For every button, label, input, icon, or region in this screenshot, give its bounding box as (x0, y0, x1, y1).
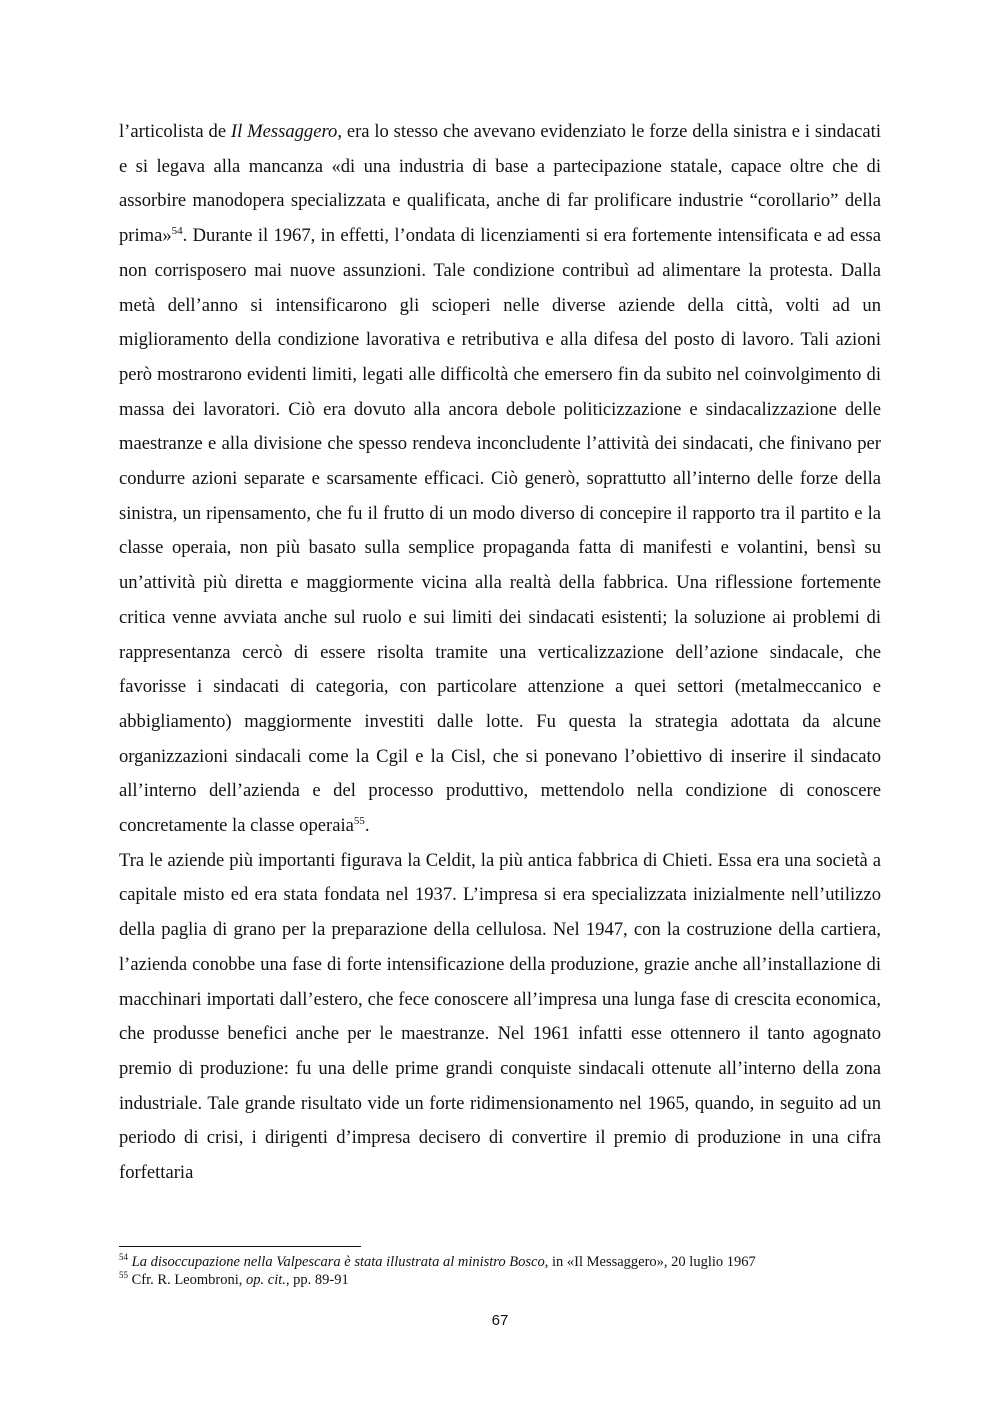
page-number: 67 (491, 1312, 509, 1329)
footnotes (119, 1253, 881, 1289)
paragraph-1 (119, 115, 881, 844)
paragraph-1-text-c: . Durante il 1967, in effetti, l’ondata di licenziamenti si era fortemente intensificata e ad essa non corrisposero mai nuove assunzioni. Tale condizione contribuì ad alimentare la protesta. Dalla metà dell’anno si intensificarono gli scioperi nelle diverse aziende della città, volti ad un miglioramento della condizione lavorativa e retributiva e alla difesa del posto di lavoro. Tali azioni però mostrarono evidenti limiti, legati alle difficoltà che emersero fin da subito nel coinvolgimento di massa dei lavoratori. Ciò era dovuto alla ancora debole politicizzazione e sindacalizzazione delle maestranze e alla divisione che spesso rendeva inconcludente l’attività dei sindacati, che finivano per condurre azioni separate e scarsamente efficaci. Ciò generò, soprattutto all’interno delle forze della sinistra, un ripensamento, che fu il frutto di un modo diverso di concepire il rapporto tra il partito e la classe operaia, non più basato sulla semplice propaganda fatta di manifesti e volantini, bensì su un’attività più diretta e maggiormente vicina alla realtà della fabbrica. Una riflessione fortemente critica venne avviata anche sul ruolo e sui limiti dei sindacati esistenti; la soluzione ai problemi di rappresentanza cercò di essere risolta tramite una verticalizzazione dell’azione sindacale, che favorisse i sindacati di categoria, con particolare attenzione a quei settori (metalmeccanico e abbigliamento) maggiormente investiti dalle lotte. Fu questa la strategia adottata da alcune organizzazioni sindacali come la Cgil e la Cisl, che si ponevano l’obiettivo di inserire il sindacato all’interno dell’azienda e del processo produttivo, mettendolo nella condizione di conoscere concretamente la classe operaia (119, 225, 881, 837)
newspaper-title: Il Messaggero (230, 121, 338, 142)
body-text (119, 115, 881, 1191)
footnote-number: 54 (119, 1252, 128, 1263)
footnote-separator (119, 1246, 361, 1247)
paragraph-2: Tra le aziende più importanti figurava la Celdit, la più antica fabbrica di Chieti. Essa era una società a capitale misto ed era stata fondata nel 1937. L’impresa si era specializzata inizialmente nell’utilizzo della paglia di grano per la preparazione della cellulosa. Nel 1947, con la costruzione della cartiera, l’azienda conobbe una fase di forte intensificazione della produzione, grazie anche all’installazione di macchinari importati dall’estero, che fece conoscere all’impresa una lunga fase di crescita economica, che produsse benefici anche per le maestranze. Nel 1961 infatti esse ottennero il tanto agognato premio di produzione: fu una delle prime grandi conquiste sindacali ottenute all’interno della zona industriale. Tale grande risultato vide un forte ridimensionamento nel 1965, quando, in seguito ad un periodo di crisi, i dirigenti d’impresa decisero di convertire il premio di produzione in una cifra forfettaria (119, 849, 881, 1184)
footnote-ref-55[interactable]: 55 (353, 814, 365, 827)
footnote-italic-title: La disoccupazione nella Valpescara è stata illustrata al ministro Bosco (131, 1254, 545, 1270)
footnote-number: 55 (119, 1270, 128, 1281)
footnote-text-pre: Cfr. R. Leombroni, (131, 1272, 247, 1288)
footnote-text: , in «Il Messaggero», 20 luglio 1967 (544, 1254, 756, 1270)
footnote-55 (119, 1271, 881, 1289)
paragraph-1-text-a: l’articolista de (119, 121, 231, 142)
footnote-italic-abbrev: op. cit. (246, 1272, 286, 1288)
footnote-54 (119, 1253, 881, 1271)
footnote-text: , pp. 89-91 (285, 1272, 349, 1288)
paragraph-1-text-d: . (364, 815, 370, 837)
paragraph-1-text-b: , era lo stesso che avevano evidenziato le forze della sinistra e i sindacati e si legava alla mancanza «di una industria di base a partecipazione statale, capace oltre che di assorbire manodopera specializzata e qualificata, anche di far prolificare industrie “corollario” della prima» (119, 121, 881, 247)
footnote-ref-54[interactable]: 54 (171, 224, 183, 237)
